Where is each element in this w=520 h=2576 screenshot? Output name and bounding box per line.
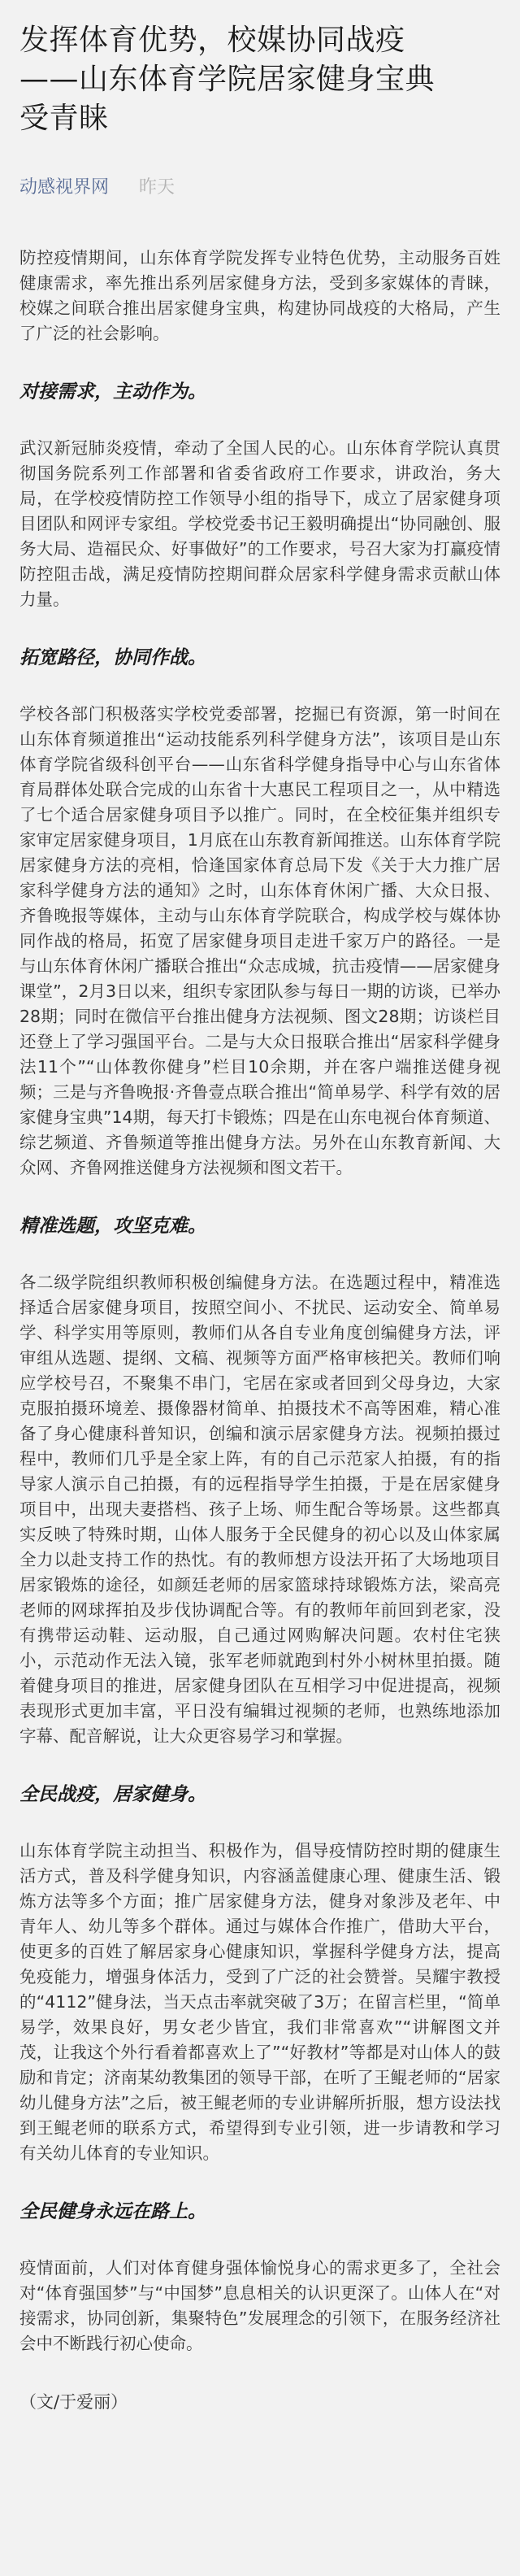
- section-4: [20, 1782, 500, 2166]
- section-heading: 精准选题，攻坚克难。: [20, 1216, 206, 1237]
- section-heading: 全民健身永远在路上。: [20, 2201, 206, 2222]
- section-3: [20, 1213, 500, 1749]
- section-paragraph: 各二级学院组织教师积极创编健身方法。在选题过程中，精准选择适合居家健身项目，按照空间小、不扰民、运动安全、简单易学、科学实用等原则，教师们从各自专业角度创编健身方法，评审组从选题、提纲、文稿、视频等方面严格审核把关。教师们响应学校号召，不聚集不串门，宅居在家或者回到父母身边，大家克服拍摄环境差、摄像器材简单、拍摄技术不高等困难，精心准备了身心健康科普知识，创编和演示居家健身方法。视频拍摄过程中，教师们几乎是全家上阵，有的自己示范家人拍摄，有的指导家人演示自己拍摄，有的远程指导学生拍摄，于是在居家健身项目中，出现夫妻搭档、孩子上场、师生配合等场景。这些都真实反映了特殊时期，山体人服务于全民健身的初心以及山体家属全力以赴支持工作的热忱。有的教师想方设法开拓了大场地项目居家锻炼的途径，如颜廷老师的居家篮球持球锻炼方法，梁高亮老师的网球挥拍及步伐协调配合等。有的教师年前回到老家，没有携带运动鞋、运动服，自己通过网购解决问题。农村住宅狭小，示范动作无法入镜，张军老师就跑到村外小树林里拍摄。随着健身项目的推进，居家健身团队在互相学习中促进提高，视频表现形式更加丰富，平日没有编辑过视频的老师，也熟练地添加字幕、配音解说，让大众更容易学习和掌握。: [20, 1273, 500, 1746]
- section-2: [20, 645, 500, 1181]
- section-5: [20, 2199, 500, 2356]
- author-byline: （文/于爱丽）: [20, 2392, 128, 2412]
- section-paragraph: 疫情面前，人们对体育健身强体愉悦身心的需求更多了，全社会对“体育强国梦”与“中国梦”息息相关的认识更深了。山体人在“对接需求，协同创新，集聚特色”发展理念的引领下，在服务经济社会中不断践行初心使命。: [20, 2258, 500, 2353]
- source-link[interactable]: 动感视界网: [20, 177, 110, 198]
- section-paragraph: 山东体育学院主动担当、积极作为，倡导疫情防控时期的健康生活方式，普及科学健身知识，内容涵盖健康心理、健康生活、锻炼方法等多个方面；推广居家健身方法，健身对象涉及老年、中青年人、幼儿等多个群体。通过与媒体合作推广，借助大平台，使更多的百姓了解居家身心健康知识，掌握科学健身方法，提高免疫能力，增强身体活力，受到了广泛的社会赞誉。吴耀宇教授的“4112”健身法，当天点击率就突破了3万；在留言栏里，“简单易学，效果良好，男女老少皆宜，我们非常喜欢”“讲解图文并茂，让我这个外行看着都喜欢上了”“好教材”等都是对山体人的鼓励和肯定；济南某幼教集团的领导干部，在听了王鲲老师的“居家幼儿健身方法”之后，被王鲲老师的专业讲解所折服，想方设法找到王鲲老师的联系方式，希望得到专业引领，进一步请教和学习有关幼儿体育的专业知识。: [20, 1841, 500, 2163]
- section-1: [20, 379, 500, 612]
- section-heading: 全民战疫，居家健身。: [20, 1784, 206, 1805]
- section-heading: 对接需求，主动作为。: [20, 381, 206, 402]
- section-paragraph: 学校各部门积极落实学校党委部署，挖掘已有资源，第一时间在山东体育频道推出“运动技能系列科学健身方法”，该项目是山东体育学院省级科创平台——山东省科学健身指导中心与山东省体育局群体处联合完成的山东省十大惠民工程项目之一，从中精选了七个适合居家健身项目予以推广。同时，在全校征集并组织专家审定居家健身项目，1月底在山东教育新闻推送。山东体育学院居家健身方法的亮相，恰逢国家体育总局下发《关于大力推广居家科学健身方法的通知》之时，山东体育休闲广播、大众日报、齐鲁晚报等媒体，主动与山东体育学院联合，构成学校与媒体协同作战的格局，拓宽了居家健身项目走进千家万户的路径。一是与山东体育休闲广播联合推出“众志成城，抗击疫情——居家健身课堂”，2月3日以来，组织专家团队参与每日一期的访谈，已举办28期；同时在微信平台推出健身方法视频、图文28期；访谈栏目还登上了学习强国平台。二是与大众日报联合推出“居家科学健身法11个”“山体教你健身”栏目10余期，并在客户端推送健身视频；三是与齐鲁晚报·齐鲁壹点联合推出“简单易学、科学有效的居家健身宝典”14期，每天打卡锻炼；四是在山东电视台体育频道、综艺频道、齐鲁频道等推出健身方法。另外在山东教育新闻、大众网、齐鲁网推送健身方法视频和图文若干。: [20, 704, 500, 1177]
- intro-paragraph: 防控疫情期间，山东体育学院发挥专业特色优势，主动服务百姓健康需求，率先推出系列居家健身方法，受到多家媒体的青睐，校媒之间联合推出居家健身宝典，构建协同战疫的大格局，产生了广泛的社会影响。: [20, 248, 500, 343]
- article-meta: [20, 176, 500, 200]
- section-heading: 拓宽路径，协同作战。: [20, 647, 206, 668]
- article-title: 发挥体育优势，校媒协同战疫 ——山东体育学院居家健身宝典 受青睐: [20, 24, 436, 135]
- publish-time: 昨天: [139, 177, 176, 198]
- article-body: [20, 246, 500, 2415]
- section-paragraph: 武汉新冠肺炎疫情，牵动了全国人民的心。山东体育学院认真贯彻国务院系列工作部署和省委省政府工作要求，讲政治，务大局，在学校疫情防控工作领导小组的指导下，成立了居家健身项目团队和网评专家组。学校党委书记王毅明确提出“协同融创、服务大局、造福民众、好事做好”的工作要求，号召大家为打赢疫情防控阻击战，满足疫情防控期间群众居家科学健身需求贡献山体力量。: [20, 438, 500, 609]
